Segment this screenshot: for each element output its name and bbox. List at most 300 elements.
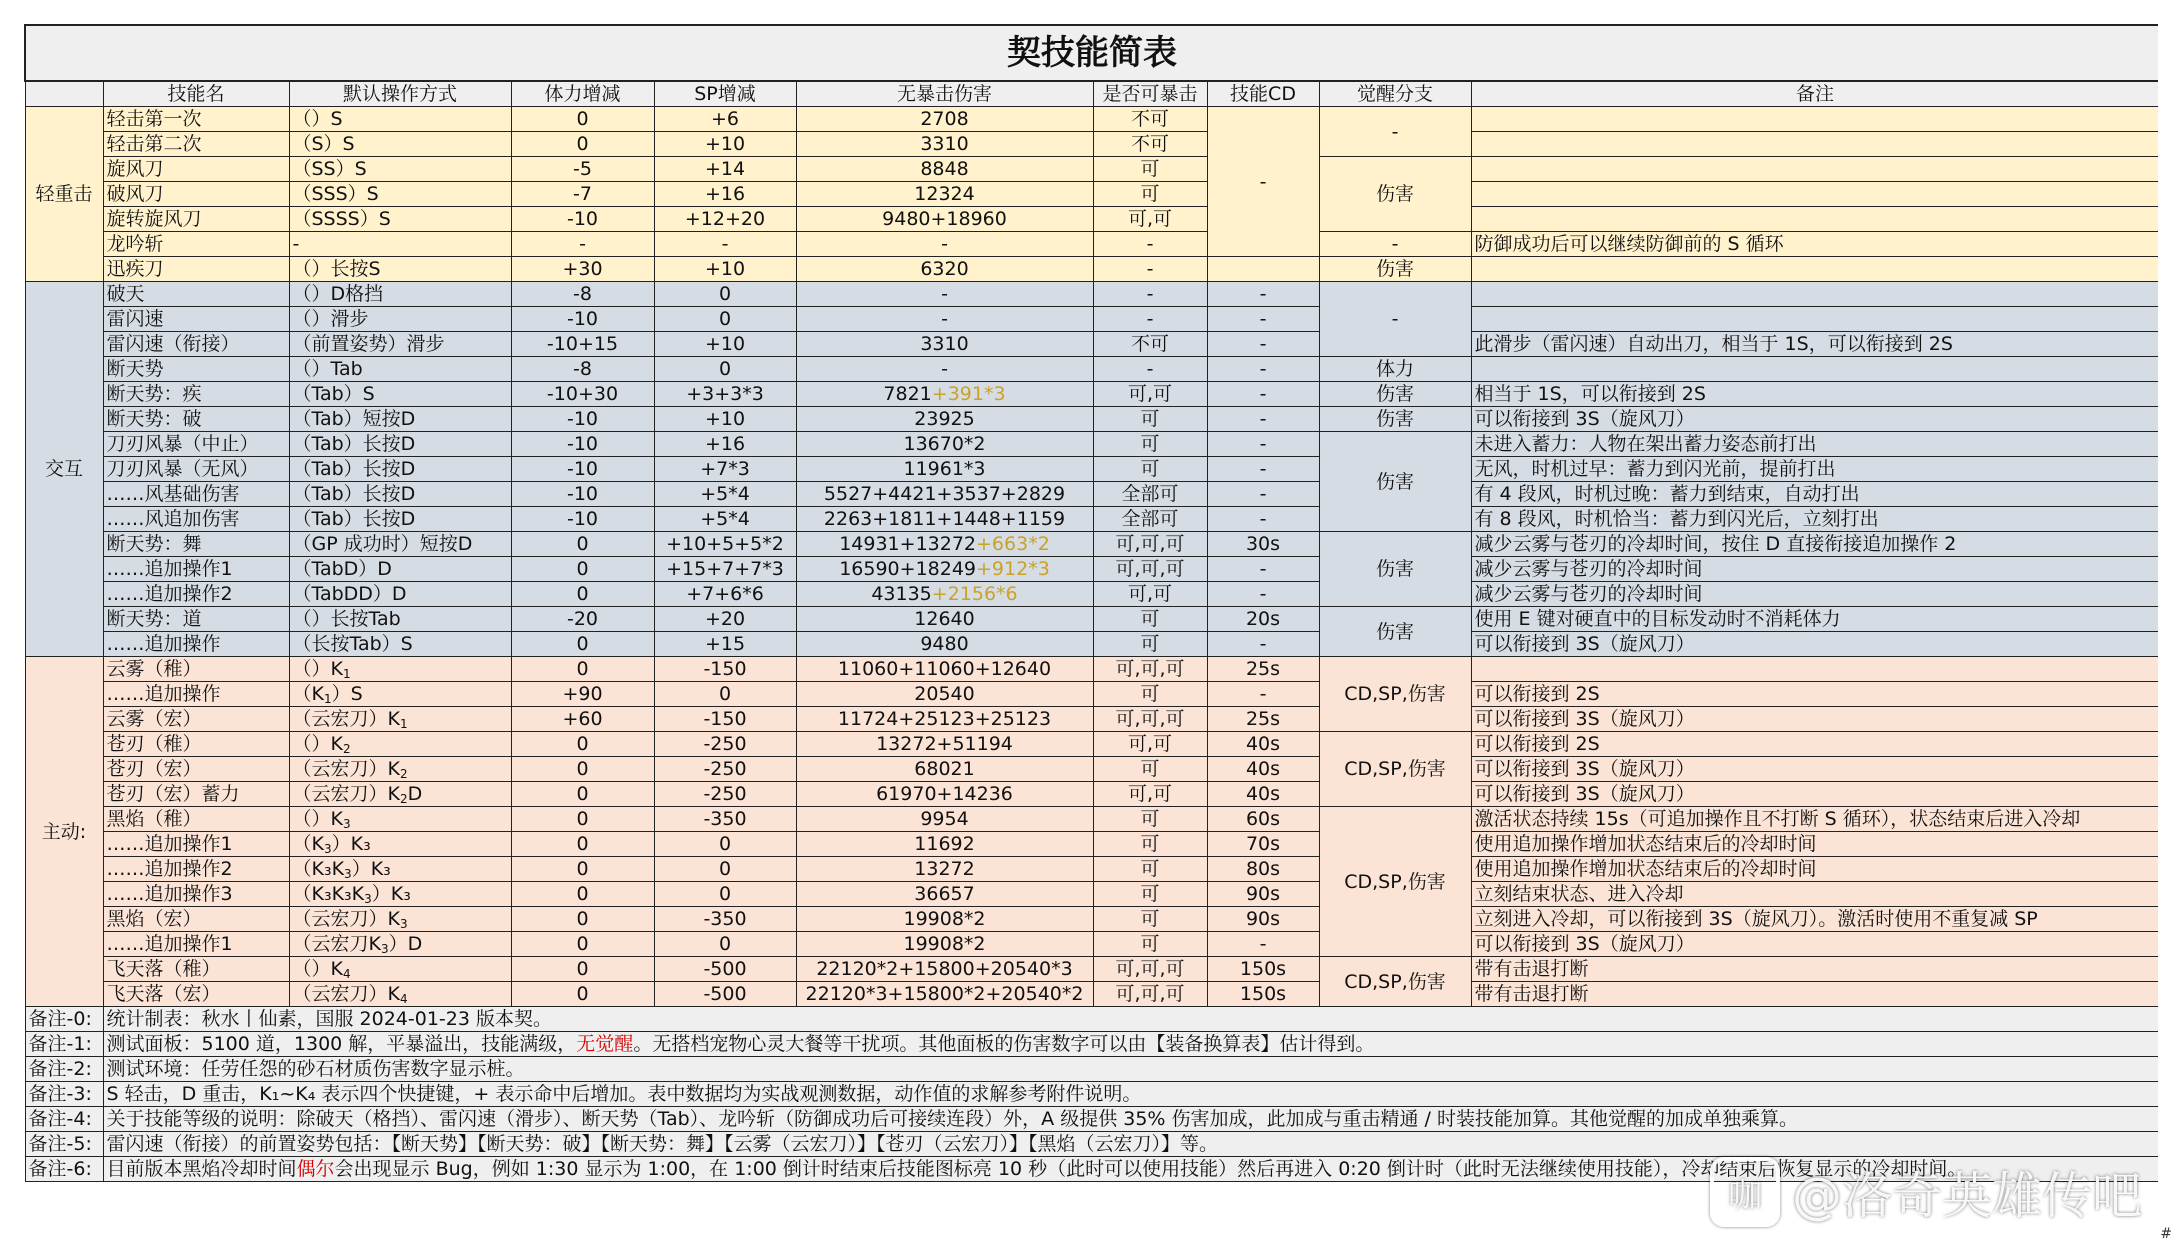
op-key-index: 2 bbox=[399, 767, 408, 781]
skill-cd: - bbox=[1207, 432, 1319, 457]
crit: 可 bbox=[1093, 632, 1207, 657]
skill-name: 刀刃风暴（中止） bbox=[103, 432, 289, 457]
note-text bbox=[103, 1007, 2158, 1032]
damage bbox=[796, 332, 1093, 357]
sp-change: +15 bbox=[654, 632, 796, 657]
table-row bbox=[25, 782, 2158, 807]
table-row bbox=[25, 182, 2158, 207]
hp-change: -10 bbox=[511, 407, 654, 432]
note-text bbox=[103, 1107, 2158, 1132]
header-cell: 备注 bbox=[1471, 81, 2158, 107]
table-row bbox=[25, 582, 2158, 607]
crit: 可 bbox=[1093, 932, 1207, 957]
damage: 6320 bbox=[796, 257, 1093, 282]
op-main: （云宏刀）K bbox=[292, 983, 400, 1005]
damage-base: 14931+13272 bbox=[839, 533, 977, 555]
sp-change: +3+3*3 bbox=[654, 382, 796, 407]
note-label: 备注-6: bbox=[25, 1157, 103, 1182]
damage-base: - bbox=[941, 283, 948, 305]
note-row bbox=[25, 1057, 2158, 1082]
note: 使用追加操作增加状态结束后的冷却时间 bbox=[1471, 832, 2158, 857]
sp-change: +10 bbox=[654, 132, 796, 157]
table-row bbox=[25, 932, 2158, 957]
note-text bbox=[103, 1132, 2158, 1157]
hp-change: 0 bbox=[511, 782, 654, 807]
hp-change: -8 bbox=[511, 357, 654, 382]
skill-cd: 25s bbox=[1207, 657, 1319, 682]
skill-name: ……追加操作 bbox=[103, 632, 289, 657]
note-text bbox=[103, 1082, 2158, 1107]
skill-cd: 20s bbox=[1207, 607, 1319, 632]
note-row bbox=[25, 1007, 2158, 1032]
damage bbox=[796, 282, 1093, 307]
sp-change: -250 bbox=[654, 782, 796, 807]
crit: - bbox=[1093, 257, 1207, 282]
skill-op: （）长按Tab bbox=[289, 607, 511, 632]
hp-change: -10 bbox=[511, 482, 654, 507]
awakening: 伤害 bbox=[1319, 157, 1471, 232]
note bbox=[1471, 182, 2158, 207]
note-label: 备注-1: bbox=[25, 1032, 103, 1057]
skill-name: 断天势 bbox=[103, 357, 289, 382]
note-text bbox=[103, 1057, 2158, 1082]
sp-change: +5*4 bbox=[654, 507, 796, 532]
op-key-index: 2 bbox=[342, 742, 351, 756]
note: 可以衔接到 2S bbox=[1471, 732, 2158, 757]
damage: 36657 bbox=[796, 882, 1093, 907]
crit: 可,可,可 bbox=[1093, 982, 1207, 1007]
sp-change: 0 bbox=[654, 832, 796, 857]
note-body: 测试面板：5100 道，1300 解，平暴溢出，技能满级， bbox=[106, 1033, 577, 1055]
sp-change: 0 bbox=[654, 882, 796, 907]
skill-cd: - bbox=[1207, 582, 1319, 607]
crit: 可 bbox=[1093, 757, 1207, 782]
damage: 20540 bbox=[796, 682, 1093, 707]
hp-change: 0 bbox=[511, 632, 654, 657]
damage-base: 43135 bbox=[871, 583, 932, 605]
note-body: 目前版本黑焰冷却时间 bbox=[106, 1158, 297, 1180]
op-main: （K bbox=[292, 683, 324, 705]
op-suffix: ）K₃ bbox=[371, 883, 411, 905]
table-row bbox=[25, 882, 2158, 907]
skill-op bbox=[289, 982, 511, 1007]
damage: 61970+14236 bbox=[796, 782, 1093, 807]
table-row bbox=[25, 432, 2158, 457]
sp-change: 0 bbox=[654, 357, 796, 382]
op-main: （）K bbox=[292, 658, 343, 680]
sp-change: +12+20 bbox=[654, 207, 796, 232]
table-row bbox=[25, 257, 2158, 282]
note bbox=[1471, 107, 2158, 132]
skill-op: （SS）S bbox=[289, 157, 511, 182]
note-row bbox=[25, 1082, 2158, 1107]
hp-change: +90 bbox=[511, 682, 654, 707]
damage-base: 9480 bbox=[920, 633, 969, 655]
skill-op: （SSSS）S bbox=[289, 207, 511, 232]
crit: 可,可,可 bbox=[1093, 557, 1207, 582]
note-body: 统计制表：秋水丨仙素，国服 2024-01-23 版本契。 bbox=[106, 1008, 552, 1030]
note: 可以衔接到 3S（旋风刀） bbox=[1471, 707, 2158, 732]
skill-cd: - bbox=[1207, 482, 1319, 507]
table-row bbox=[25, 157, 2158, 182]
hp-change: 0 bbox=[511, 932, 654, 957]
op-key-index: 3 bbox=[364, 892, 372, 906]
hp-change: -10 bbox=[511, 457, 654, 482]
sp-change: 0 bbox=[654, 282, 796, 307]
note bbox=[1471, 157, 2158, 182]
table-row bbox=[25, 357, 2158, 382]
skill-cd: - bbox=[1207, 682, 1319, 707]
damage-extra: +391*3 bbox=[931, 383, 1006, 405]
skill-name: 黑焰（宏） bbox=[103, 907, 289, 932]
table-row bbox=[25, 557, 2158, 582]
sp-change: +5*4 bbox=[654, 482, 796, 507]
op-key-index: 3 bbox=[344, 867, 352, 881]
damage: 11724+25123+25123 bbox=[796, 707, 1093, 732]
hp-change: -8 bbox=[511, 282, 654, 307]
skill-name: 刀刃风暴（无风） bbox=[103, 457, 289, 482]
awakening: CD,SP,伤害 bbox=[1319, 657, 1471, 732]
note: 带有击退打断 bbox=[1471, 957, 2158, 982]
damage-base: 16590+18249 bbox=[839, 558, 977, 580]
crit: 可 bbox=[1093, 182, 1207, 207]
crit: 可 bbox=[1093, 157, 1207, 182]
note bbox=[1471, 357, 2158, 382]
note: 防御成功后可以继续防御前的 S 循环 bbox=[1471, 232, 2158, 257]
table-row bbox=[25, 632, 2158, 657]
skill-op bbox=[289, 757, 511, 782]
skill-cd: - bbox=[1207, 307, 1319, 332]
note: 带有击退打断 bbox=[1471, 982, 2158, 1007]
crit: 可,可 bbox=[1093, 782, 1207, 807]
header-cell: 体力增减 bbox=[511, 81, 654, 107]
table-row bbox=[25, 382, 2158, 407]
sp-change: +10 bbox=[654, 407, 796, 432]
damage: 11692 bbox=[796, 832, 1093, 857]
skill-name: 断天势：疾 bbox=[103, 382, 289, 407]
op-key-index: 2 bbox=[399, 792, 408, 806]
damage: 13272 bbox=[796, 857, 1093, 882]
hp-change: -20 bbox=[511, 607, 654, 632]
op-key-index: 3 bbox=[380, 942, 389, 956]
note: 使用 E 键对硬直中的目标发动时不消耗体力 bbox=[1471, 607, 2158, 632]
sp-change: +10 bbox=[654, 257, 796, 282]
skill-op: （TabDD）D bbox=[289, 582, 511, 607]
skill-name: 雷闪速 bbox=[103, 307, 289, 332]
table-row bbox=[25, 107, 2158, 132]
sheet-title: 契技能简表 bbox=[25, 25, 2158, 81]
note: 减少云雾与苍刃的冷却时间 bbox=[1471, 582, 2158, 607]
skill-name: 轻击第二次 bbox=[103, 132, 289, 157]
corner-mark: # bbox=[2160, 1226, 2172, 1242]
hp-change: -7 bbox=[511, 182, 654, 207]
note: 激活状态持续 15s（可追加操作且不打断 S 循环），状态结束后进入冷却 bbox=[1471, 807, 2158, 832]
note bbox=[1471, 257, 2158, 282]
note-label: 备注-5: bbox=[25, 1132, 103, 1157]
skill-cd: - bbox=[1207, 932, 1319, 957]
skill-cd: - bbox=[1207, 282, 1319, 307]
crit: 不可 bbox=[1093, 132, 1207, 157]
skill-name: 旋风刀 bbox=[103, 157, 289, 182]
crit: 可 bbox=[1093, 807, 1207, 832]
sp-change: -250 bbox=[654, 757, 796, 782]
sp-change: +7*3 bbox=[654, 457, 796, 482]
table-row bbox=[25, 682, 2158, 707]
sp-change: +14 bbox=[654, 157, 796, 182]
skill-op bbox=[289, 657, 511, 682]
damage-base: 11961*3 bbox=[903, 458, 986, 480]
crit: 不可 bbox=[1093, 107, 1207, 132]
awakening: - bbox=[1319, 282, 1471, 357]
skill-name: 苍刃（宏） bbox=[103, 757, 289, 782]
skill-cd: 90s bbox=[1207, 882, 1319, 907]
op-key-index: 4 bbox=[399, 992, 408, 1006]
sp-change: -250 bbox=[654, 732, 796, 757]
damage-base: 12640 bbox=[914, 608, 975, 630]
note: 减少云雾与苍刃的冷却时间 bbox=[1471, 557, 2158, 582]
damage: 8848 bbox=[796, 157, 1093, 182]
damage-base: - bbox=[941, 358, 948, 380]
skill-cd: 70s bbox=[1207, 832, 1319, 857]
note-body: 雷闪速（衔接）的前置姿势包括：【断天势】【断天势：破】【断天势：舞】【云雾（云宏刀）】【苍刃（云宏刀）】【黑焰（云宏刀）】等。 bbox=[106, 1133, 1219, 1155]
hp-change: 0 bbox=[511, 832, 654, 857]
skill-op bbox=[289, 907, 511, 932]
crit: - bbox=[1093, 232, 1207, 257]
hp-change: 0 bbox=[511, 657, 654, 682]
sp-change: 0 bbox=[654, 307, 796, 332]
damage: 19908*2 bbox=[796, 932, 1093, 957]
damage bbox=[796, 632, 1093, 657]
op-main: （云宏刀）K bbox=[292, 758, 400, 780]
note-highlight: 无觉醒 bbox=[576, 1033, 634, 1055]
damage-extra: +2156*6 bbox=[931, 583, 1018, 605]
watermark-logo-icon: 咖 bbox=[1710, 1157, 1780, 1227]
damage bbox=[796, 382, 1093, 407]
damage bbox=[796, 507, 1093, 532]
table-row bbox=[25, 132, 2158, 157]
sp-change: 0 bbox=[654, 682, 796, 707]
table-row bbox=[25, 607, 2158, 632]
skill-name: 苍刃（稚） bbox=[103, 732, 289, 757]
damage bbox=[796, 307, 1093, 332]
skill-op: （）长按S bbox=[289, 257, 511, 282]
damage bbox=[796, 532, 1093, 557]
awakening: - bbox=[1319, 232, 1471, 257]
damage-base: 23925 bbox=[914, 408, 975, 430]
skill-name: 苍刃（宏）蓄力 bbox=[103, 782, 289, 807]
hp-change: 0 bbox=[511, 957, 654, 982]
skill-op: （）S bbox=[289, 107, 511, 132]
damage: 22120*3+15800*2+20540*2 bbox=[796, 982, 1093, 1007]
skill-op: （Tab）长按D bbox=[289, 482, 511, 507]
note: 可以衔接到 3S（旋风刀） bbox=[1471, 782, 2158, 807]
skill-op: （）D格挡 bbox=[289, 282, 511, 307]
skill-cd: 25s bbox=[1207, 707, 1319, 732]
skill-op: （Tab）长按D bbox=[289, 507, 511, 532]
note: 使用追加操作增加状态结束后的冷却时间 bbox=[1471, 857, 2158, 882]
skill-name: 旋转旋风刀 bbox=[103, 207, 289, 232]
crit: 可 bbox=[1093, 607, 1207, 632]
damage: 13272+51194 bbox=[796, 732, 1093, 757]
skill-name: 迅疾刀 bbox=[103, 257, 289, 282]
note bbox=[1471, 282, 2158, 307]
op-main: （K bbox=[292, 833, 324, 855]
group-label: 主动: bbox=[25, 657, 103, 1007]
table-row bbox=[25, 707, 2158, 732]
header-cell: 无暴击伤害 bbox=[796, 81, 1093, 107]
note-text bbox=[103, 1032, 2158, 1057]
skill-cd: 90s bbox=[1207, 907, 1319, 932]
damage-base: 13670*2 bbox=[903, 433, 986, 455]
sp-change: -350 bbox=[654, 807, 796, 832]
skill-op bbox=[289, 807, 511, 832]
crit: 可,可 bbox=[1093, 207, 1207, 232]
skill-cd: - bbox=[1207, 382, 1319, 407]
skill-op: （Tab）短按D bbox=[289, 407, 511, 432]
damage bbox=[796, 357, 1093, 382]
table-row bbox=[25, 282, 2158, 307]
skill-cd: 40s bbox=[1207, 782, 1319, 807]
skill-name: ……风基础伤害 bbox=[103, 482, 289, 507]
damage-base: 3310 bbox=[920, 333, 969, 355]
damage: 12324 bbox=[796, 182, 1093, 207]
hp-change: 0 bbox=[511, 557, 654, 582]
note-body: 会出现显示 Bug，例如 1:30 显示为 1:00，在 1:00 倒计时结束后技能图标亮 10 秒（此时可以使用技能）然后再进入 0:20 倒计时（此时无法继续使用技能），冷却结束后恢复显示的冷却时间。 bbox=[334, 1158, 1967, 1180]
awakening: 体力 bbox=[1319, 357, 1471, 382]
hp-change: -5 bbox=[511, 157, 654, 182]
crit: - bbox=[1093, 357, 1207, 382]
note-body: 。无搭档宠物心灵大餐等干扰项。其他面板的伤害数字可以由【装备换算表】估计得到。 bbox=[633, 1033, 1375, 1055]
skill-name: ……追加操作2 bbox=[103, 857, 289, 882]
skill-cd: 30s bbox=[1207, 532, 1319, 557]
damage: 9954 bbox=[796, 807, 1093, 832]
table-row bbox=[25, 407, 2158, 432]
hp-change: -10 bbox=[511, 432, 654, 457]
sp-change: -500 bbox=[654, 957, 796, 982]
hp-change: +60 bbox=[511, 707, 654, 732]
op-key-index: 1 bbox=[399, 717, 408, 731]
skill-op bbox=[289, 732, 511, 757]
table-row bbox=[25, 907, 2158, 932]
skill-cd: - bbox=[1207, 507, 1319, 532]
sp-change: -150 bbox=[654, 707, 796, 732]
sp-change: -500 bbox=[654, 982, 796, 1007]
header-cell: SP增减 bbox=[654, 81, 796, 107]
hp-change: - bbox=[511, 232, 654, 257]
hp-change: 0 bbox=[511, 107, 654, 132]
damage-base: - bbox=[941, 308, 948, 330]
damage: - bbox=[796, 232, 1093, 257]
skill-name: ……追加操作3 bbox=[103, 882, 289, 907]
note bbox=[1471, 132, 2158, 157]
sp-change: +10+5+5*2 bbox=[654, 532, 796, 557]
table-row bbox=[25, 207, 2158, 232]
damage: 68021 bbox=[796, 757, 1093, 782]
sp-change: +20 bbox=[654, 607, 796, 632]
note-body: S 轻击，D 重击，K₁~K₄ 表示四个快捷键，+ 表示命中后增加。表中数据均为实战观测数据，动作值的求解参考附件说明。 bbox=[106, 1083, 1142, 1105]
damage-extra: +663*2 bbox=[976, 533, 1050, 555]
op-key-index: 1 bbox=[323, 692, 332, 706]
sp-change: -350 bbox=[654, 907, 796, 932]
note bbox=[1471, 307, 2158, 332]
op-suffix: ）S bbox=[331, 683, 363, 705]
skill-cd: 40s bbox=[1207, 732, 1319, 757]
damage: 9480+18960 bbox=[796, 207, 1093, 232]
group-label: 交互 bbox=[25, 282, 103, 657]
skill-cd: 60s bbox=[1207, 807, 1319, 832]
damage bbox=[796, 407, 1093, 432]
note: 相当于 1S，可以衔接到 2S bbox=[1471, 382, 2158, 407]
op-key-index: 3 bbox=[399, 917, 408, 931]
skill-op bbox=[289, 682, 511, 707]
note bbox=[1471, 207, 2158, 232]
skill-op: （Tab）长按D bbox=[289, 457, 511, 482]
hp-change: -10 bbox=[511, 207, 654, 232]
header-cell: 是否可暴击 bbox=[1093, 81, 1207, 107]
damage bbox=[796, 432, 1093, 457]
note bbox=[1471, 657, 2158, 682]
skill-cd: - bbox=[1207, 457, 1319, 482]
op-suffix: ）K₃ bbox=[351, 858, 391, 880]
skill-name: ……追加操作1 bbox=[103, 557, 289, 582]
damage: 22120*2+15800+20540*3 bbox=[796, 957, 1093, 982]
op-suffix: ）K₃ bbox=[331, 833, 371, 855]
crit: 可,可 bbox=[1093, 382, 1207, 407]
skill-op bbox=[289, 857, 511, 882]
skill-cd: 40s bbox=[1207, 757, 1319, 782]
skill-op: （）滑步 bbox=[289, 307, 511, 332]
skill-cd: 80s bbox=[1207, 857, 1319, 882]
table-row bbox=[25, 657, 2158, 682]
op-main: （云宏刀K bbox=[292, 933, 381, 955]
skill-op: （前置姿势）滑步 bbox=[289, 332, 511, 357]
sp-change: +16 bbox=[654, 182, 796, 207]
op-main: （）K bbox=[292, 958, 343, 980]
skill-name: 黑焰（稚） bbox=[103, 807, 289, 832]
sp-change: 0 bbox=[654, 932, 796, 957]
damage: 11060+11060+12640 bbox=[796, 657, 1093, 682]
skill-name: 云雾（宏） bbox=[103, 707, 289, 732]
awakening: - bbox=[1319, 107, 1471, 157]
skill-name: 断天势：破 bbox=[103, 407, 289, 432]
note-highlight: 偶尔 bbox=[296, 1158, 335, 1180]
spreadsheet bbox=[24, 24, 2158, 1224]
header-cell: 技能名 bbox=[103, 81, 289, 107]
op-main: （K₃K bbox=[292, 858, 345, 880]
skill-table bbox=[24, 24, 2158, 1182]
note-row bbox=[25, 1032, 2158, 1057]
skill-op: （Tab）长按D bbox=[289, 432, 511, 457]
op-suffix: ）D bbox=[388, 933, 423, 955]
table-row bbox=[25, 957, 2158, 982]
table-row bbox=[25, 857, 2158, 882]
note: 有 4 段风，时机过晚：蓄力到结束，自动打出 bbox=[1471, 482, 2158, 507]
skill-cd: - bbox=[1207, 407, 1319, 432]
skill-op: （长按Tab）S bbox=[289, 632, 511, 657]
skill-op bbox=[289, 957, 511, 982]
damage-base: 7821 bbox=[883, 383, 932, 405]
awakening: 伤害 bbox=[1319, 532, 1471, 607]
op-suffix: D bbox=[407, 783, 423, 805]
group-label: 轻重击 bbox=[25, 107, 103, 282]
damage bbox=[796, 582, 1093, 607]
note-label: 备注-0: bbox=[25, 1007, 103, 1032]
crit: 可 bbox=[1093, 457, 1207, 482]
note: 可以衔接到 2S bbox=[1471, 682, 2158, 707]
skill-op: （TabD）D bbox=[289, 557, 511, 582]
note: 此滑步（雷闪速）自动出刀，相当于 1S，可以衔接到 2S bbox=[1471, 332, 2158, 357]
op-key-index: 4 bbox=[342, 967, 351, 981]
